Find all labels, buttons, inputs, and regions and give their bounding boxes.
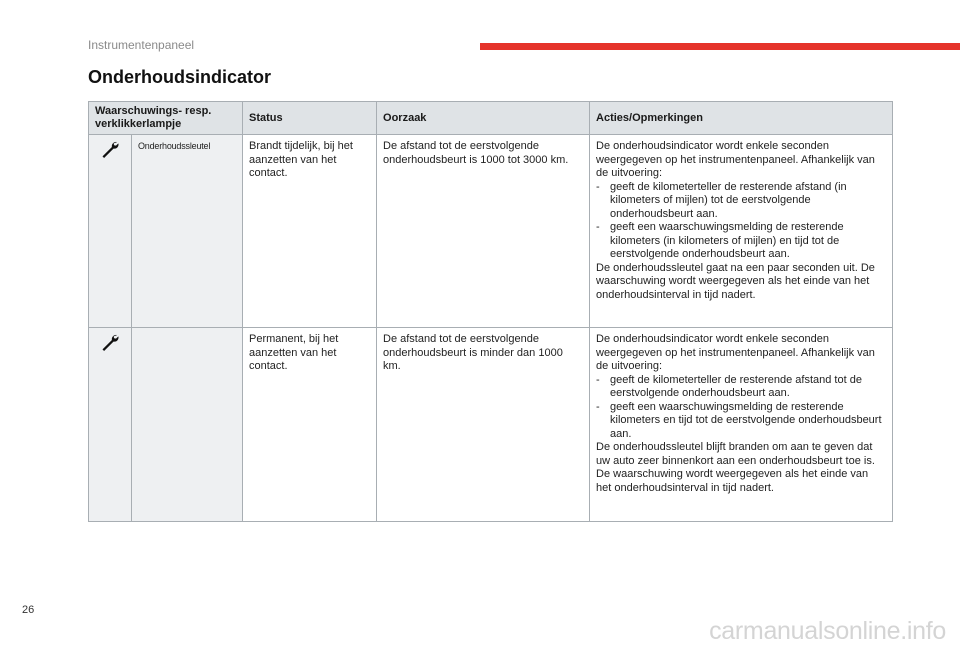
cause-cell: De afstand tot de eerstvolgende onderhoudsbeurt is 1000 tot 3000 km. <box>377 135 590 328</box>
indicator-icon-cell <box>89 328 132 522</box>
actions-outro: De onderhoudssleutel gaat na een paar seconden uit. De waarschuwing wordt weergegeven als het einde van het onderhoudsinterval in tijd nadert. <box>596 261 875 301</box>
actions-bullet: - geeft de kilometerteller de resterende afstand (in kilometers of mijlen) tot de eerstvolgende onderhoudsbeurt aan. <box>596 180 847 220</box>
status-cell: Brandt tijdelijk, bij het aanzetten van het contact. <box>243 135 377 328</box>
table-row <box>89 328 893 522</box>
actions-outro: De onderhoudssleutel blijft branden om aan te geven dat uw auto zeer binnenkort aan een onderhoudsbeurt toe is. De waarschuwing wordt weergegeven als het einde van het onderhoudsinterval in tijd nadert. <box>596 441 875 494</box>
header-cause: Oorzaak <box>377 102 590 135</box>
status-cell: Permanent, bij het aanzetten van het contact. <box>243 328 377 522</box>
actions-cell <box>590 328 893 522</box>
actions-bullet: - geeft een waarschuwingsmelding de resterende kilometers en tijd tot de eerstvolgende onderhoudsbeurt aan. <box>596 400 882 440</box>
cause-cell: De afstand tot de eerstvolgende onderhoudsbeurt is minder dan 1000 km. <box>377 328 590 522</box>
actions-cell <box>590 135 893 328</box>
accent-bar <box>480 43 960 50</box>
wrench-icon <box>100 333 120 353</box>
section-header: Instrumentenpaneel <box>88 38 195 52</box>
page-number: 26 <box>22 604 35 616</box>
page-title: Onderhoudsindicator <box>88 67 272 87</box>
actions-bullet: - geeft een waarschuwingsmelding de resterende kilometers (in kilometers of mijlen) en tijd tot de eerstvolgende onderhoudsbeurt aan. <box>596 221 844 260</box>
actions-intro: De onderhoudsindicator wordt enkele seconden weergegeven op het instrumentenpaneel. Afhankelijk van de uitvoering: <box>596 140 875 179</box>
header-actions: Acties/Opmerkingen <box>590 102 893 135</box>
header-indicator: Waarschuwings- resp. verklikkerlampje <box>89 102 243 135</box>
watermark: carmanualsonline.info <box>709 617 946 645</box>
indicator-icon-cell <box>89 135 132 328</box>
table-header-row <box>89 102 893 135</box>
table-row <box>89 135 893 328</box>
actions-bullet: - geeft de kilometerteller de resterende afstand tot de eerstvolgende onderhoudsbeurt aan. <box>596 373 862 399</box>
header-status: Status <box>243 102 377 135</box>
wrench-icon <box>100 140 120 160</box>
indicator-table <box>88 101 893 522</box>
indicator-name <box>132 328 243 522</box>
actions-intro: De onderhoudsindicator wordt enkele seconden weergegeven op het instrumentenpaneel. Afhankelijk van de uitvoering: <box>596 333 875 372</box>
indicator-name: Onderhoudssleutel <box>132 135 243 328</box>
